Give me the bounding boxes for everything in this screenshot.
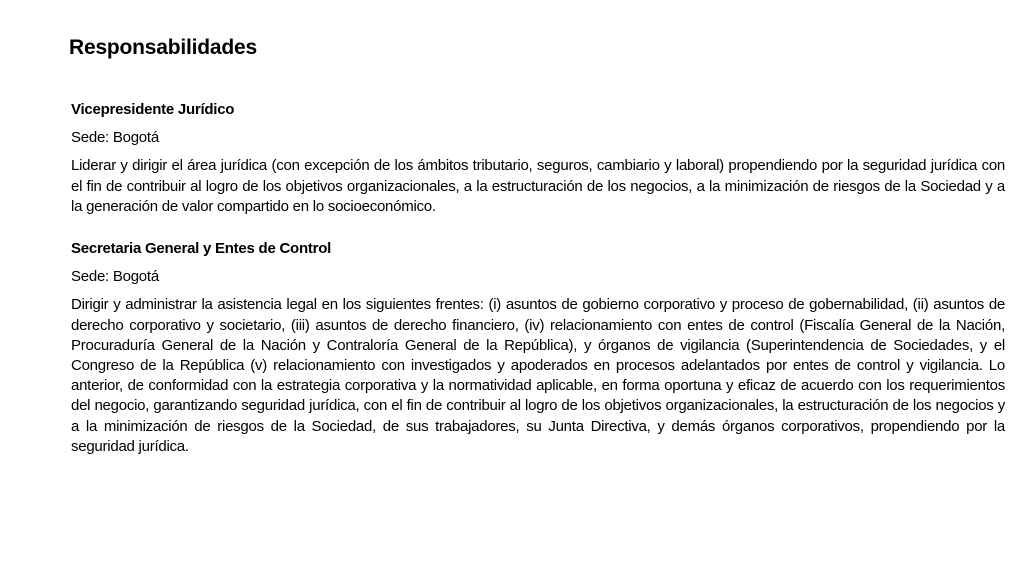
role-location: Sede: Bogotá: [71, 268, 159, 286]
role-title: Vicepresidente Jurídico: [71, 101, 235, 118]
role-description: Liderar y dirigir el área jurídica (con excepción de los ámbitos tributario, seguros, cambiario y laboral) propendiendo por la seguridad jurídica con el fin de contribuir al logro de los objetivos organizacionales, a la estructuración de los negocios, a la minimización de riesgos de la Sociedad y a la generación de valor compartido en lo socioeconómico.: [71, 157, 1005, 215]
page-title: Responsabilidades: [69, 36, 257, 59]
role-description: Dirigir y administrar la asistencia legal en los siguientes frentes: (i) asuntos de gobierno corporativo y proceso de gobernabilidad, (ii) asuntos de derecho corporativo y societario, (iii) asuntos de derecho financiero, (iv) relacionamiento con entes de control (Fiscalía General de la Nación, Procuraduría General de la Nación y Contraloría General de la República), y órganos de vigilancia (Superintendencia de Sociedades, y el Congreso de la República (v) relacionamiento con investigados y apoderados en procesos adelantados por entes de control y vigilancia. Lo anterior, de conformidad con la estrategia corporativa y la normatividad aplicable, en forma oportuna y eficaz de acuerdo con los requerimientos del negocio, garantizando seguridad jurídica, con el fin de contribuir al logro de los objetivos organizacionales, la estructuración de los negocios y a la minimización de riesgos de la Sociedad, de sus trabajadores, su Junta Directiva, y demás órganos corporativos, propendiendo por la seguridad jurídica.: [71, 296, 1005, 455]
content-body: [71, 100, 1005, 457]
role-title: Secretaria General y Entes de Control: [71, 240, 332, 258]
section-secretaria-general: [71, 239, 1005, 457]
section-vicepresidente-juridico: [71, 100, 1005, 217]
role-location: Sede: Bogotá: [71, 129, 159, 147]
